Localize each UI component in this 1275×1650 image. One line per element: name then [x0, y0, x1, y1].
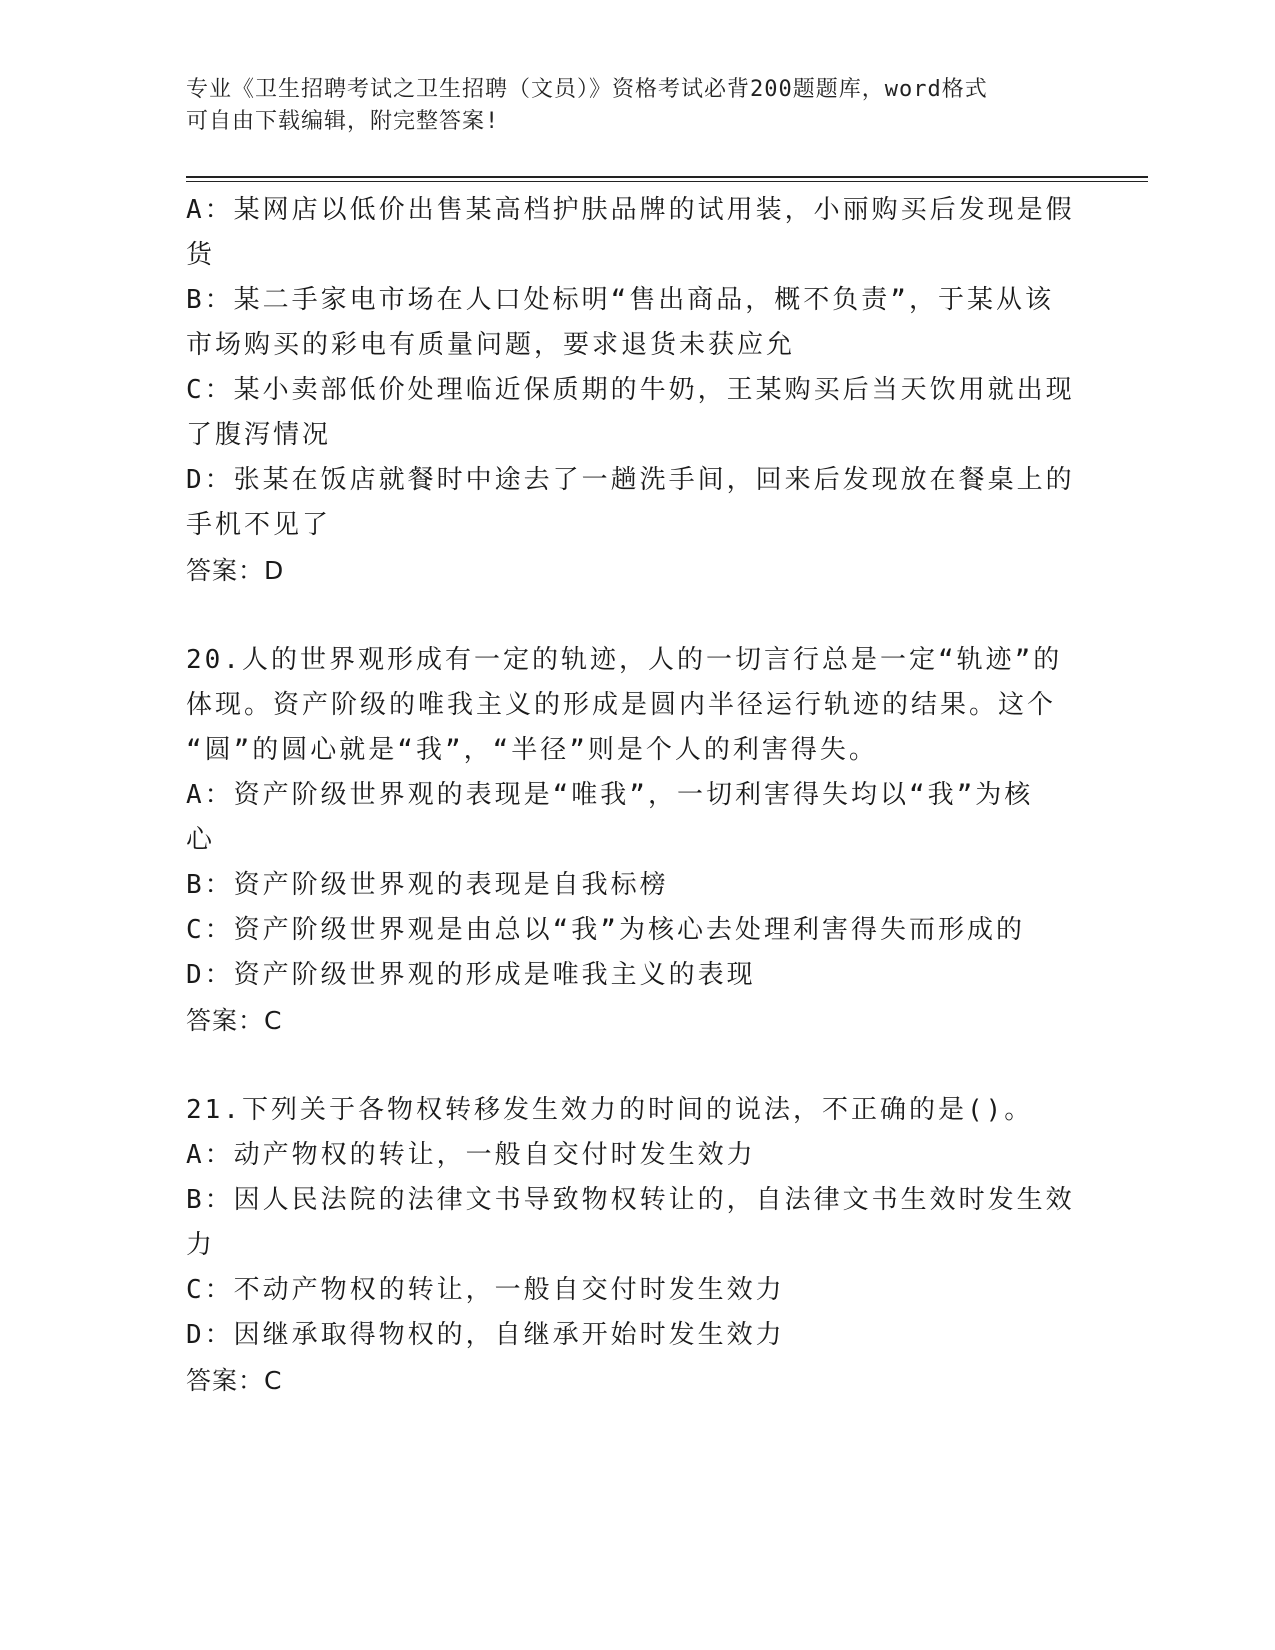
- answer-19: 答案：D: [186, 556, 285, 585]
- option-b: B：资产阶级世界观的表现是自我标榜: [186, 870, 669, 900]
- option-c-line-2: 了腹泻情况: [186, 420, 332, 450]
- option-d-line-1: D：张某在饭店就餐时中途去了一趟洗手间，回来后发现放在餐桌上的: [186, 465, 1075, 495]
- document-header: [186, 74, 1066, 138]
- option-d: D：资产阶级世界观的形成是唯我主义的表现: [186, 960, 756, 990]
- question-21: [186, 1088, 1086, 1403]
- option-a: A：动产物权的转让，一般自交付时发生效力: [186, 1140, 756, 1170]
- option-c: C：资产阶级世界观是由总以“我”为核心去处理利害得失而形成的: [186, 915, 1025, 945]
- question-20-stem-line-3: “圆”的圆心就是“我”，“半径”则是个人的利害得失。: [186, 735, 878, 765]
- option-b-line-2: 市场购买的彩电有质量问题，要求退货未获应允: [186, 330, 796, 360]
- option-c: C：不动产物权的转让，一般自交付时发生效力: [186, 1275, 785, 1305]
- spacer: [186, 1043, 1086, 1088]
- option-a-line-2: 货: [186, 240, 216, 270]
- answer-20: 答案：C: [186, 1006, 283, 1035]
- question-20-stem-line-2: 体现。资产阶级的唯我主义的形成是圆内半径运行轨迹的结果。这个: [186, 690, 1057, 720]
- option-c-line-1: C：某小卖部低价处理临近保质期的牛奶，王某购买后当天饮用就出现: [186, 375, 1075, 405]
- header-divider-thin: [186, 181, 1148, 182]
- question-content: [186, 188, 1086, 1403]
- spacer: [186, 593, 1086, 638]
- question-20: [186, 638, 1086, 1043]
- option-d: D：因继承取得物权的，自继承开始时发生效力: [186, 1320, 785, 1350]
- question-19-options: [186, 188, 1086, 593]
- option-b-line-1: B：因人民法院的法律文书导致物权转让的，自法律文书生效时发生效: [186, 1185, 1075, 1215]
- option-b-line-2: 力: [186, 1230, 216, 1260]
- answer-21: 答案：C: [186, 1366, 283, 1395]
- option-d-line-2: 手机不见了: [186, 510, 332, 540]
- header-line-1: 专业《卫生招聘考试之卫生招聘（文员）》资格考试必背200题题库，word格式: [186, 77, 988, 102]
- option-a-line-1: A：资产阶级世界观的表现是“唯我”，一切利害得失均以“我”为核: [186, 780, 1034, 810]
- question-20-stem-line-1: 20.人的世界观形成有一定的轨迹，人的一切言行总是一定“轨迹”的: [186, 645, 1063, 675]
- header-line-2: 可自由下载编辑，附完整答案!: [186, 109, 500, 134]
- option-a-line-1: A：某网店以低价出售某高档护肤品牌的试用装，小丽购买后发现是假: [186, 195, 1075, 225]
- header-divider-thick: [186, 176, 1148, 178]
- option-a-line-2: 心: [186, 825, 216, 855]
- option-b-line-1: B：某二手家电市场在人口处标明“售出商品，概不负责”，于某从该: [186, 285, 1054, 315]
- question-21-stem: 21.下列关于各物权转移发生效力的时间的说法，不正确的是()。: [186, 1095, 1034, 1125]
